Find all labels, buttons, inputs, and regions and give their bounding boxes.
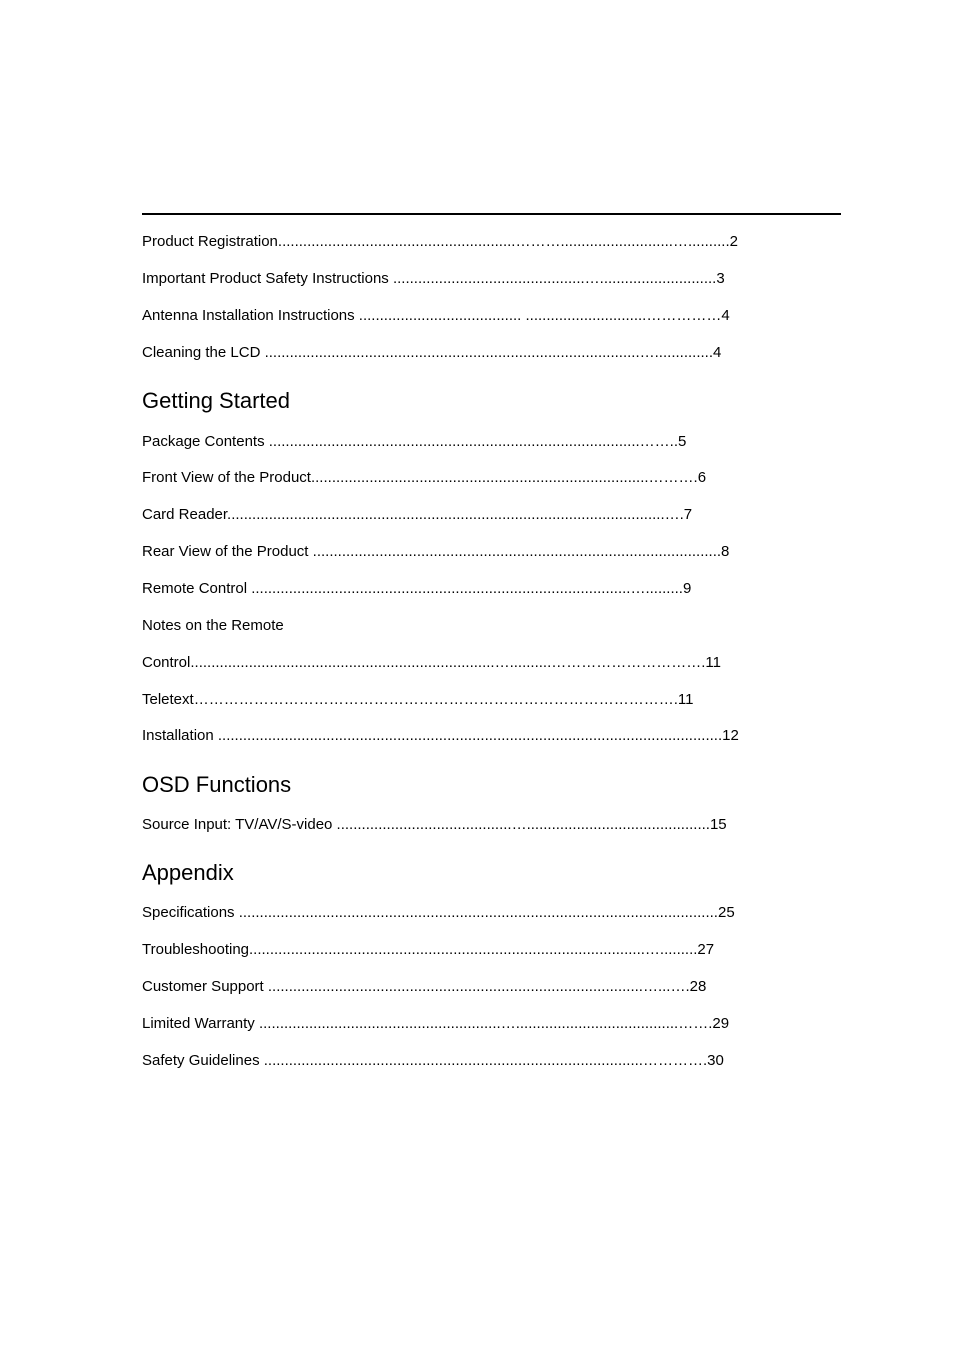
toc-entry-product-registration[interactable]: Product Registration.........................................................………...........................…..........2 [142,233,738,250]
section-heading-osd-functions: OSD Functions [142,772,292,797]
toc-entry-notes-remote[interactable]: Notes on the Remote [142,617,284,634]
toc-entry-cleaning-lcd[interactable]: Cleaning the LCD ..........................................................................................…..............4 [142,344,722,361]
toc-entry-safety-instructions[interactable]: Important Product Safety Instructions ..............................................…............................3 [142,270,725,287]
toc-entry-troubleshooting[interactable]: Troubleshooting...............................................................................................….........27 [142,941,715,958]
toc-entry-limited-warranty[interactable]: Limited Warranty ..........................................................….......................................…….29 [142,1015,730,1032]
toc-entry-rear-view[interactable]: Rear View of the Product ..................................................................................................8 [142,543,730,560]
toc-entry-package-contents[interactable]: Package Contents .........................................................................................……..5 [142,433,687,450]
toc-entry-card-reader[interactable]: Card Reader.........................................................................................................….7 [142,506,693,523]
toc-entry-notes-remote-control[interactable]: Control.........................................................................…..........………………………….11 [142,654,721,671]
toc-entry-front-view[interactable]: Front View of the Product.................................................................................……….6 [142,469,707,486]
toc-entry-customer-support[interactable]: Customer Support ..........................................................................................…...….28 [142,978,707,995]
toc-entry-specifications[interactable]: Specifications ...................................................................................................................25 [142,904,735,921]
top-rule [142,213,841,215]
toc-entry-remote-control[interactable]: Remote Control ...........................................................................................….........9 [142,580,692,597]
section-heading-appendix: Appendix [142,860,234,885]
toc-entry-safety-guidelines[interactable]: Safety Guidelines ...........................................................................................………….30 [142,1052,724,1069]
toc-entry-teletext[interactable]: Teletext…………………………………………………………………………………….11 [142,691,694,708]
toc-entry-antenna-installation[interactable]: Antenna Installation Instructions ....................................... .............................……………4 [142,307,730,324]
toc-entry-installation[interactable]: Installation .........................................................................................................................12 [142,727,739,744]
toc-entry-source-input[interactable]: Source Input: TV/AV/S-video ..........................................…............................................15 [142,816,727,833]
section-heading-getting-started: Getting Started [142,388,290,413]
